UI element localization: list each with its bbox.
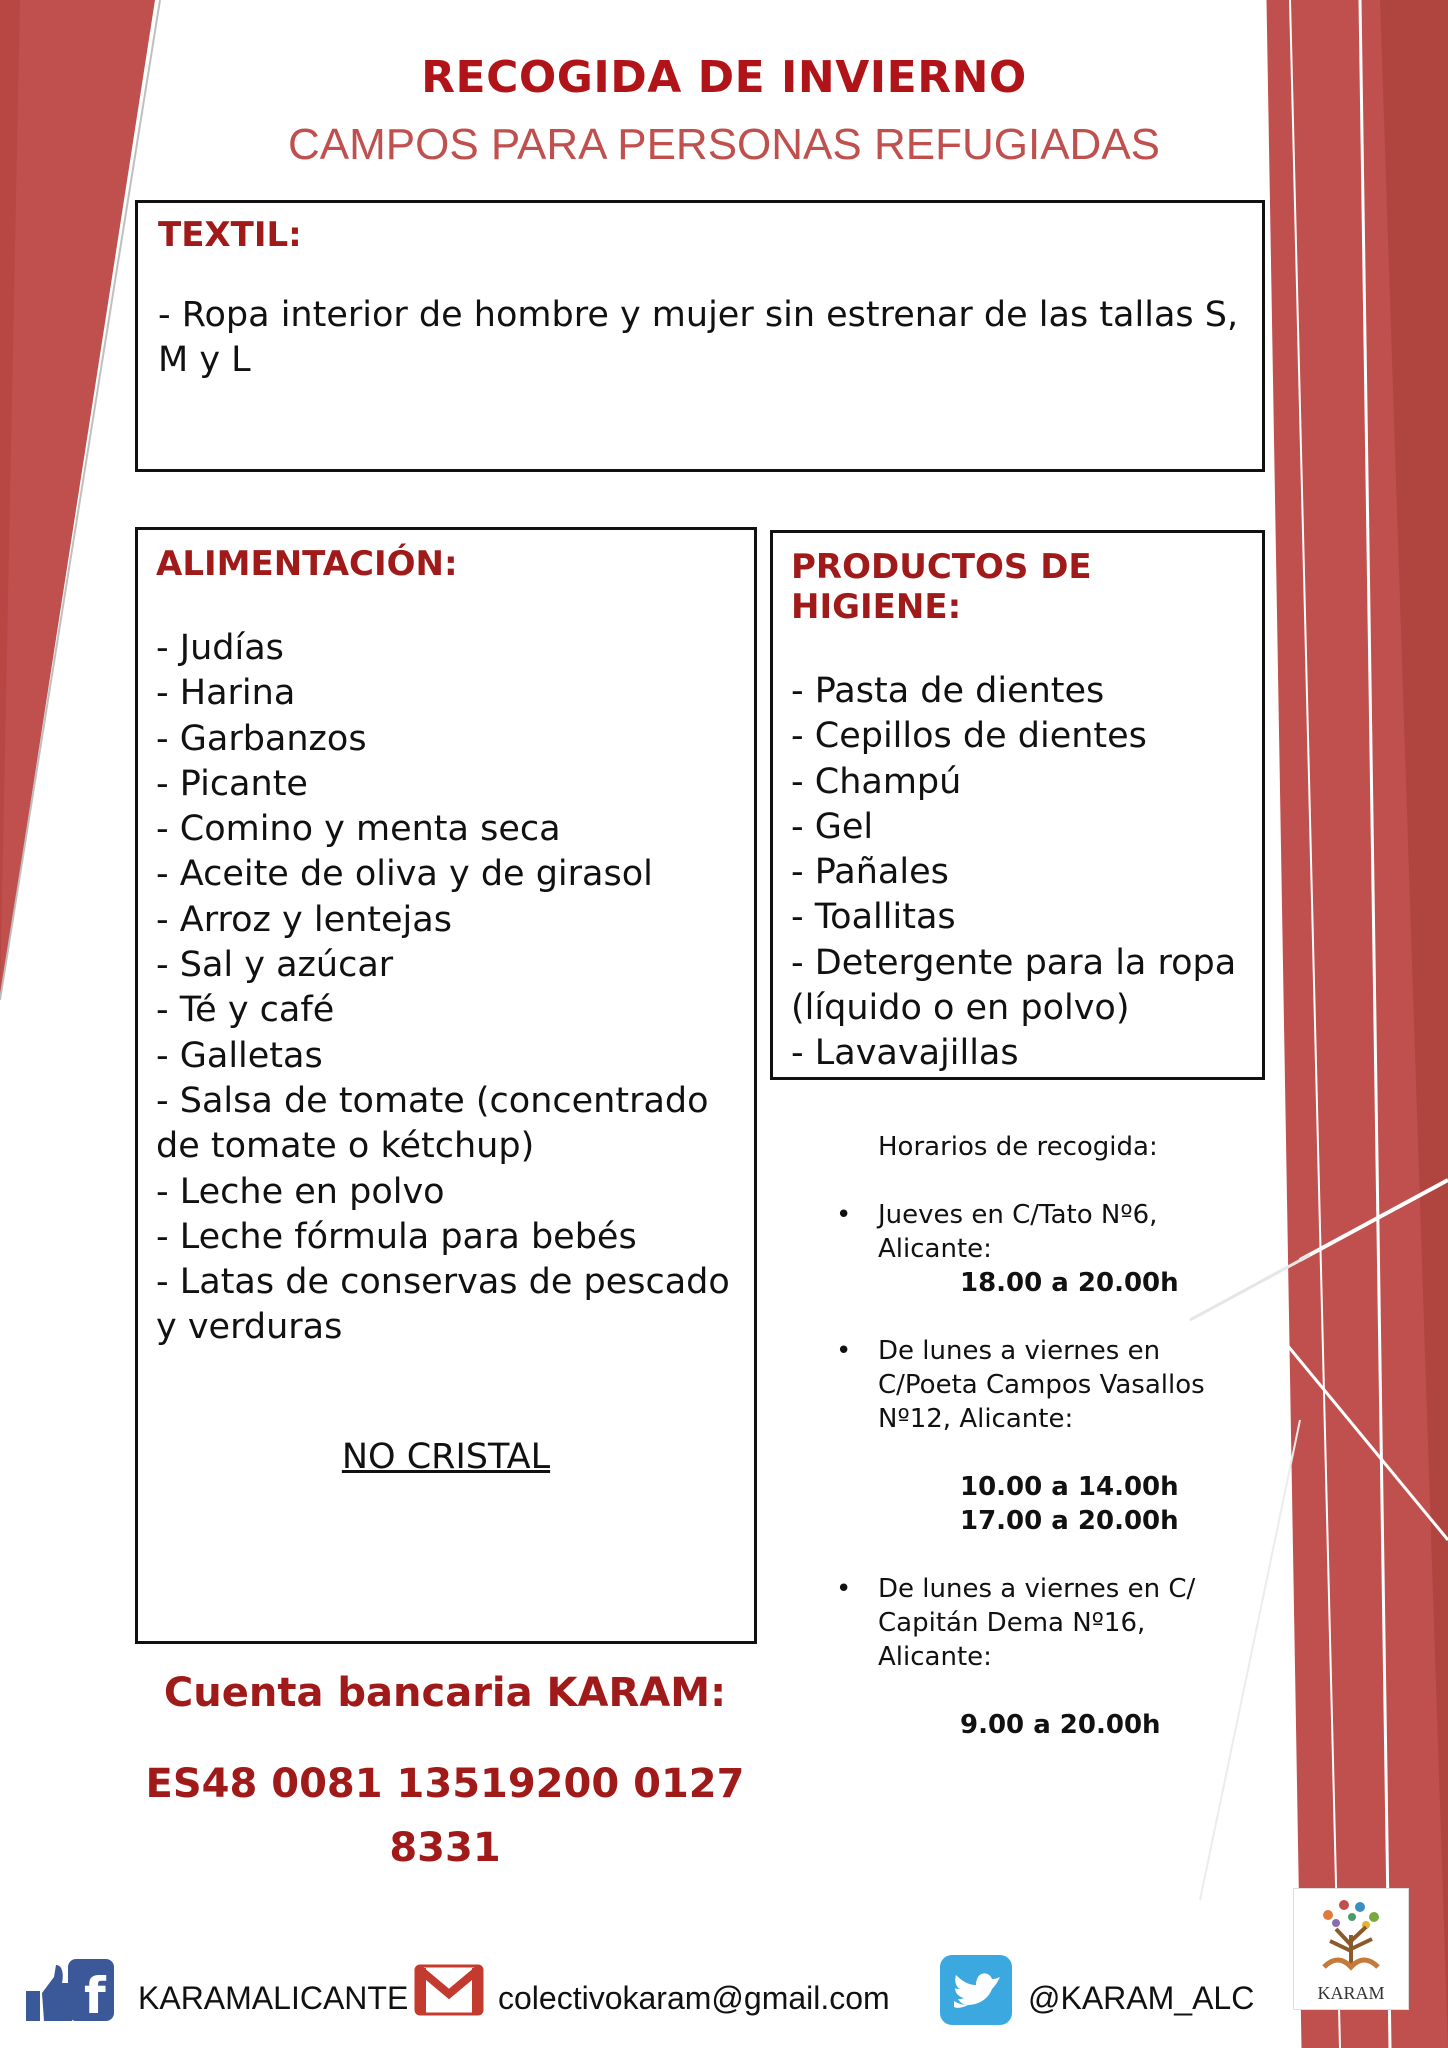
list-item: - Salsa de tomate (concentrado de tomate o kétchup) (156, 1080, 709, 1167)
twitter-bird-icon[interactable] (940, 1955, 1012, 2025)
schedule-title: Horarios de recogida: (878, 1132, 1158, 1162)
list-item: - Judías (156, 628, 284, 668)
schedule-item (826, 1198, 1246, 1300)
schedule-time: 18.00 a 20.00h (960, 1268, 1179, 1298)
list-item: - Comino y menta seca (156, 809, 561, 850)
no-cristal-note: NO CRISTAL (341, 1437, 551, 1477)
list-item: - Harina (156, 673, 296, 714)
page-title: RECOGIDA DE INVIERNO (421, 52, 1027, 103)
alimentacion-box (135, 527, 757, 1644)
list-item: - Cepillos de dientes (791, 716, 1147, 757)
schedule-item (826, 1572, 1246, 1742)
schedule-place: De lunes a viernes en C/Poeta Campos Vasallos Nº12, Alicante: (878, 1336, 1205, 1434)
bullet-icon: • (836, 1574, 852, 1604)
list-item: - Arroz y lentejas (156, 899, 452, 940)
alimentacion-list (156, 626, 736, 1351)
page-subtitle: CAMPOS PARA PERSONAS REFUGIADAS (287, 120, 1161, 169)
list-item: - Aceite de oliva y de girasol (156, 854, 653, 895)
list-item: - Detergente para la ropa (líquido o en polvo) (791, 942, 1237, 1029)
textil-text: - Ropa interior de hombre y mujer sin estrenar de las tallas S, M y L (158, 295, 1239, 380)
schedule-place: Jueves en C/Tato Nº6, Alicante: (878, 1200, 1158, 1264)
bank-account-number (0, 1752, 890, 1880)
bank-account-line: 8331 (389, 1825, 501, 1871)
list-item: - Lavavajillas (791, 1033, 1019, 1074)
schedule-time: 10.00 a 14.00h (960, 1472, 1179, 1502)
alimentacion-heading: ALIMENTACIÓN: (156, 544, 458, 584)
bank-label: Cuenta bancaria KARAM: (163, 1670, 727, 1716)
list-item: - Pañales (791, 852, 949, 893)
bullet-icon: • (836, 1336, 852, 1366)
higiene-list (791, 669, 1244, 1077)
schedule-place: De lunes a viernes en C/ Capitán Dema Nº16, Alicante: (878, 1574, 1196, 1672)
svg-text:f: f (84, 1967, 106, 2025)
higiene-box (770, 530, 1265, 1080)
schedule-time: 17.00 a 20.00h (960, 1506, 1179, 1536)
textil-heading: TEXTIL: (158, 215, 302, 255)
schedule-item (826, 1334, 1246, 1538)
karam-logo (1293, 1888, 1409, 2010)
karam-logo-text: KARAM (1317, 1983, 1385, 2003)
list-item: - Sal y azúcar (156, 945, 394, 986)
bank-account-line: ES48 0081 13519200 0127 (145, 1761, 745, 1807)
list-item: - Pasta de dientes (791, 671, 1105, 711)
list-item: - Leche en polvo (156, 1171, 445, 1212)
gmail-icon[interactable] (414, 1962, 484, 2018)
higiene-heading: PRODUCTOS DE HIGIENE: (791, 547, 1092, 627)
list-item: - Latas de conservas de pescado y verduras (156, 1262, 730, 1348)
list-item: - Galletas (156, 1035, 323, 1076)
facebook-handle[interactable]: KARAMALICANTE (138, 1980, 409, 2016)
facebook-like-icon[interactable] (22, 1955, 118, 2025)
list-item: - Gel (791, 806, 874, 847)
list-item: - Té y café (156, 990, 335, 1031)
list-item: - Picante (156, 763, 308, 804)
schedule-time: 9.00 a 20.00h (960, 1710, 1161, 1740)
list-item: - Leche fórmula para bebés (156, 1216, 637, 1257)
list-item: - Garbanzos (156, 718, 367, 759)
bullet-icon: • (836, 1200, 852, 1230)
list-item: - Toallitas (791, 897, 956, 938)
twitter-handle[interactable]: @KARAM_ALC (1028, 1980, 1255, 2016)
textil-box (135, 200, 1265, 472)
email-address[interactable]: colectivokaram@gmail.com (498, 1980, 890, 2016)
list-item: - Champú (791, 761, 962, 802)
